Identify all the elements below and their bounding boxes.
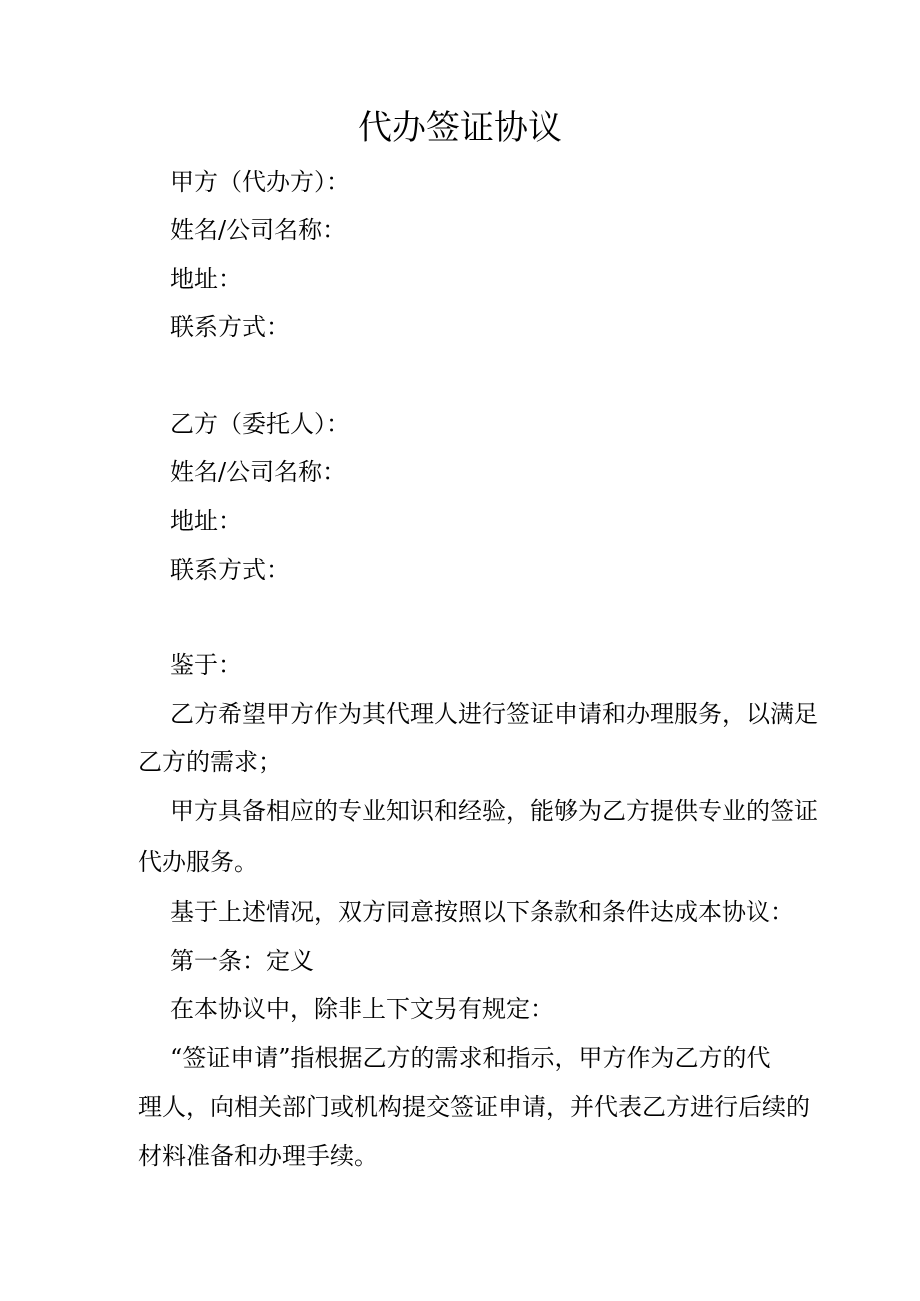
party-b-contact-label: 联系方式： [170, 556, 290, 584]
article1-heading: 第一条：定义 [170, 947, 314, 975]
party-b-heading: 乙方（委托人）： [170, 410, 350, 438]
party-a-contact-label: 联系方式： [170, 313, 290, 341]
definition-line3: 材料准备和办理手续。 [138, 1142, 378, 1170]
party-b-address-label: 地址： [170, 507, 242, 535]
whereas-para2-line1: 甲方具备相应的专业知识和经验，能够为乙方提供专业的签证 [170, 797, 818, 825]
party-a-name-label: 姓名/公司名称： [170, 216, 347, 244]
whereas-para2-line2: 代办服务。 [138, 848, 258, 876]
whereas-heading: 鉴于： [170, 651, 242, 679]
party-a-address-label: 地址： [170, 265, 242, 293]
agreement-intro: 基于上述情况，双方同意按照以下条款和条件达成本协议： [170, 898, 794, 926]
party-b-name-label: 姓名/公司名称： [170, 458, 347, 486]
whereas-para1-line1: 乙方希望甲方作为其代理人进行签证申请和办理服务，以满足 [170, 700, 818, 728]
document-title: 代办签证协议 [358, 108, 562, 148]
definition-line1: “签证申请”指根据乙方的需求和指示，甲方作为乙方的代 [170, 1044, 771, 1072]
definition-line2: 理人，向相关部门或机构提交签证申请，并代表乙方进行后续的 [138, 1093, 810, 1121]
article1-intro: 在本协议中，除非上下文另有规定： [170, 995, 554, 1023]
party-a-heading: 甲方（代办方）： [170, 168, 350, 196]
whereas-para1-line2: 乙方的需求； [138, 748, 282, 776]
